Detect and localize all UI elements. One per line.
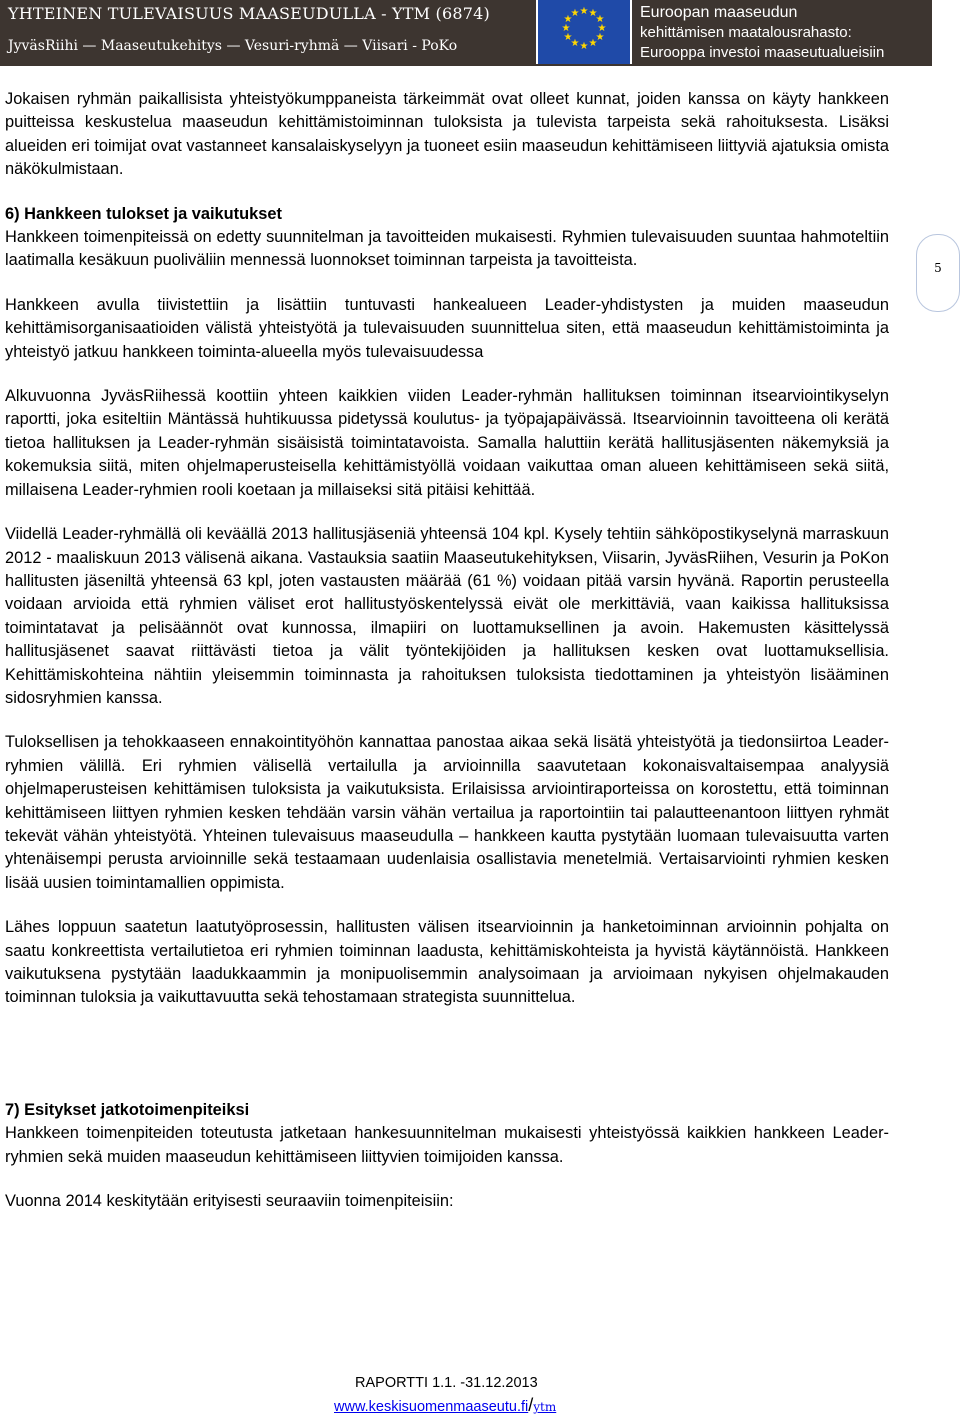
page-number-badge	[916, 234, 960, 312]
paragraph-survey: Viidellä Leader-ryhmällä oli keväällä 2013 hallitusjäseniä yhteensä 104 kpl. Kysely tehtiin sähköpostikyselynä marraskuun 2012 - maaliskuun 2013 välisenä aikana. Vastauksia saatiin Maaseutukehityksen, Viisarin, JyväsRiihen, Vesurin ja PoKon hallitusten jäseniltä yhteensä 63 kpl, joten vastausten määrää (61 %) voidaan pitää varsin hyvänä. Raportin perusteella voidaan arvioida että ryhmien väliset erot hallitustyöskentelyssä eivät ole merkittäviä, vaan kaikissa hallituksissa toimintatavat ja pelisäännöt ovat kunnossa, ilmapiiri on luottamuksellinen ja avoin. Hakemusten käsittelyssä hallitusjäsenet saavat riittävästi tietoa ja välit työntekijöiden ja hallituksen kesken ovat luottamuksellisia. Kehittämiskohteina nähtiin yleisemmin toiminnasta ja rahoituksen tuloksista tiedottaminen ja yhteistyön lisääminen sidosryhmien kanssa.	[5, 525, 889, 707]
eafrd-line-1: Euroopan maaseudun	[640, 4, 798, 21]
paragraph-2014-focus: Vuonna 2014 keskitytään erityisesti seuraaviin toimenpiteisiin:	[5, 1192, 454, 1211]
svg-text:★: ★	[588, 8, 598, 19]
svg-text:★: ★	[595, 32, 605, 43]
svg-text:★: ★	[570, 8, 580, 19]
ytm-link[interactable]: ytm	[533, 1400, 557, 1414]
project-title: YHTEINEN TULEVAISUUS MAASEUDULLA - YTM (6874)	[8, 4, 490, 23]
header-divider	[0, 64, 932, 66]
paragraph-forecasting: Tuloksellisen ja tehokkaaseen ennakointityöhön kannattaa panostaa aikaa sekä lisätä yhteistyötä ja tiedonsiirtoa Leader-ryhmien välillä. Eri ryhmien välisellä vertailulla ja arvioinnilla saavutetaan kokonaisvaltaisempaa analyysiä ohjelmaperusteisen kehittämisen tuloksista ja vaikutuksista. Erilaisissa arviointiraporteissa on korostettu, että toiminnan kehittämiseen liittyen ryhmien kesken tehdään varsin vähän vertailua ja raportointiin tai palautteenantoon liittyen ryhmät tekevät vähän yhteistyötä. Yhteinen tulevaisuus maaseudulla – hankkeen kautta pystytään luomaan tulevaisuutta varten yhtenäisempi perusta arvioinnille sekä testaamaan uudenlaisia osallistavia menetelmiä. Vertaisarviointi ryhmien kesken lisää uusien toimintamallien oppimista.	[5, 733, 889, 892]
svg-text:★: ★	[588, 38, 598, 49]
paragraph-continuation: Hankkeen toimenpiteiden toteutusta jatketaan hankesuunnitelman mukaisesti yhteistyössä kaikkien hankkeen Leader-ryhmien sekä muiden maaseudun kehittämiseen liittyvien toimijoiden kanssa.	[5, 1124, 889, 1166]
svg-text:★: ★	[563, 14, 573, 25]
document-body	[5, 88, 889, 1234]
paragraph-cooperation: Hankkeen avulla tiivistettiin ja lisättiin tuntuvasti hankealueen Leader-yhdistysten ja muiden maaseudun kehittämisorganisaatioiden välistä yhteistyötä ja tulevaisuuden suunnittelua siten, että maaseudun kehittämistoiminta ja yhteistyö jatkuu hankkeen toiminta-alueella myös tulevaisuudessa	[5, 295, 889, 361]
section-heading-6: 6) Hankkeen tulokset ja vaikutukset	[5, 204, 282, 223]
svg-text:★: ★	[563, 32, 573, 43]
footer-link-row	[334, 1395, 556, 1416]
svg-text:★: ★	[597, 23, 607, 34]
eafrd-line-2: kehittämisen maatalousrahasto:	[640, 24, 852, 41]
paragraph-partners: Jokaisen ryhmän paikallisista yhteistyökumppaneista tärkeimmät ovat olleet kunnat, joiden kanssa on käyty hankkeen puitteissa keskustelua maaseudun kehittämistoiminnan tuloksista ja tulevista tarpeista sekä rahoituksesta. Lisäksi alueiden eri toimijat ovat vastanneet kansalaiskyselyyn ja tuoneet esiin maaseudun kehittämiseen liittyviä ajatuksia omista näkökulmistaan.	[5, 90, 889, 179]
page-number: 5	[934, 261, 942, 275]
page-header	[0, 0, 960, 64]
report-period: RAPORTTI 1.1. -31.12.2013	[355, 1375, 538, 1391]
svg-text:★: ★	[561, 23, 571, 34]
svg-text:★: ★	[570, 38, 580, 49]
paragraph-self-assessment: Alkuvuonna JyväsRiihessä koottiin yhteen kaikkien viiden Leader-ryhmän hallituksen toiminnan itsearviointikyselyn raportti, joka esiteltiin Mäntässä huhtikuussa pidetyssä koulutus- ja työpajapäivässä. Itsearvioinnin tavoitteena oli kerätä tietoa hallituksen ja Leader-ryhmän sisäisistä toimintatavoista. Samalla haluttiin kerätä hallitusjäsenten näkemyksiä ja kokemuksia siitä, miten ohjelmaperusteisella kehittämistyöllä voidaan vaikuttaa oman alueen kehittämiseen sekä siitä, millaisena Leader-ryhmien rooli koetaan ja millaiseksi sitä pitäisi kehittää.	[5, 387, 889, 499]
eafrd-banner	[632, 0, 932, 64]
paragraph-quality-work: Lähes loppuun saatetun laatutyöprosessin, hallitusten välisen itsearvioinnin ja hanketoiminnan arvioinnin pohjalta on saatu konkreettista vertailutietoa eri ryhmien toiminnan laadusta, kehittämiskohteista ja hyvistä käytännöistä. Hankkeen vaikutuksena pystytään laadukkaammin ja monipuolisemmin analysoimaan ja arvioimaan nykyisen ohjelmakauden toiminnan tuloksia ja vaikuttavuutta sekä tehostamaan strategista suunnittelua.	[5, 918, 889, 1007]
svg-text:★: ★	[579, 41, 589, 52]
paragraph-progress: Hankkeen toimenpiteissä on edetty suunnitelman ja tavoitteiden mukaisesti. Ryhmien tulevaisuuden suuntaa hahmoteltiin laatimalla kesäkuun puoliväliin mennessä luonnokset toiminnan tarpeista ja tavoitteista.	[5, 228, 889, 270]
project-partners: JyväsRiihi — Maaseutukehitys — Vesuri-ryhmä — Viisari - PoKo	[8, 38, 458, 54]
eafrd-line-3: Eurooppa investoi maaseutualueisiin	[640, 44, 885, 61]
eu-flag-icon	[538, 0, 630, 64]
svg-text:★: ★	[579, 6, 589, 17]
project-banner	[0, 0, 536, 64]
svg-text:★: ★	[595, 14, 605, 25]
section-heading-7: 7) Esitykset jatkotoimenpiteiksi	[5, 1100, 250, 1119]
footer-slash: /	[528, 1395, 534, 1415]
website-link[interactable]: www.keskisuomenmaaseutu.fi	[334, 1399, 529, 1415]
